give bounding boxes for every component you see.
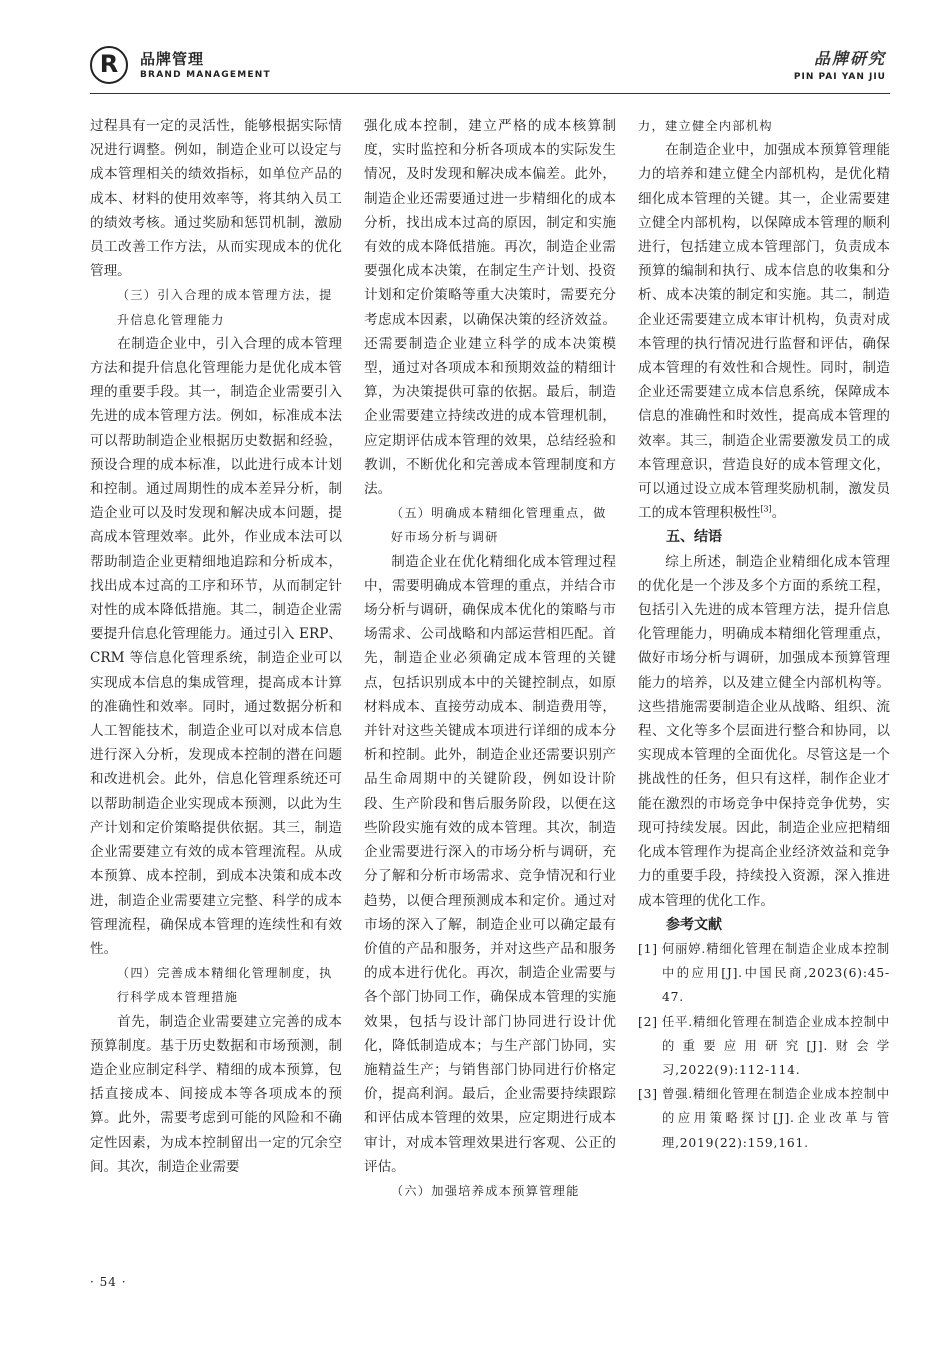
section-heading-3: （三）引入合理的成本管理方法，提升信息化管理能力: [116, 288, 333, 327]
section-heading-6-continued: 力，建立健全内部机构: [638, 119, 773, 133]
paragraph: 过程具有一定的灵活性，能够根据实际情况进行调整。例如，制造企业可以设定与成本管理相关的绩效指标，如单位产品的成本、材料的使用效率等，将其纳入员工的绩效考核。通过奖励和惩罚机制，激励员工改善工作方法，从而实现成本的优化管理。: [90, 118, 342, 280]
section-heading-5: （五）明确成本精细化管理重点，做好市场分析与调研: [390, 506, 607, 545]
column-title-en: PIN PAI YAN JIU: [793, 72, 886, 82]
reference-list: [638, 937, 890, 1155]
text-column-middle: [364, 114, 616, 1203]
registered-logo-icon: R: [90, 46, 128, 84]
journal-section-en: BRAND MANAGEMENT: [140, 70, 271, 80]
reference-item: [3] 曾强.精细化管理在制造企业成本控制中的应用策略探讨[J].企业改革与管理,2019(22):159,161.: [638, 1087, 890, 1150]
paragraph: 在制造企业中，引入合理的成本管理方法和提升信息化管理能力是优化成本管理的重要手段。其一，制造企业需要引入先进的成本管理方法。例如，标准成本法可以帮助制造企业根据历史数据和经验，预设合理的成本标准，以此进行成本计划和控制。通过周期性的成本差异分析，制造企业可以及时发现和解决成本问题，提高成本管理效率。此外，作业成本法可以帮助制造企业更精细地追踪和分析成本，找出成本过高的工序和环节，从而制定针对性的成本降低措施。其二，制造企业需要提升信息化管理能力。通过引入 ERP、CRM 等信息化管理系统，制造企业可以实现成本信息的集成管理，提高成本计算的准确性和效率。同时，通过数据分析和人工智能技术，制造企业可以对成本信息进行深入分析，发现成本控制的潜在问题和改进机会。此外，信息化管理系统还可以帮助制造企业实现成本预测，以此为生产计划和定价策略提供依据。其三，制造企业需要建立有效的成本管理流程。从成本预算、成本控制，到成本决策和成本改进，制造企业需要建立完整、科学的成本管理流程，确保成本管理的连续性和有效性。: [90, 335, 342, 957]
page-number: · 54 ·: [90, 1275, 127, 1289]
reference-item: [2] 任平.精细化管理在制造企业成本控制中的重要应用研究[J].财会学习,2022(9):112-114.: [638, 1014, 890, 1077]
reference-item: [1] 何丽婷.精细化管理在制造企业成本控制中的应用[J].中国民商,2023(6):45-47.: [638, 941, 890, 1005]
paragraph: 在制造企业中，加强成本预算管理能力的培养和建立健全内部机构，是优化精细化成本管理的关键。其一，企业需要建立健全内部机构，以保障成本管理的顺利进行，包括建立成本管理部门，负责成本预算的编制和执行、成本信息的收集和分析、成本决策的制定和实施。其二，制造企业还需要建立成本审计机构，负责对成本管理的执行情况进行监督和评估，确保成本管理的有效性和合规性。同时，制造企业还需要建立成本信息系统，保障成本信息的准确性和时效性，提高成本管理的效率。其三，制造企业需要激发员工的成本管理意识，营造良好的成本管理文化，可以通过设立成本管理奖励机制，激发员工的成本管理积极性[3]。: [638, 142, 890, 522]
conclusion-heading: 五、结语: [666, 529, 722, 546]
text-column-right: [638, 114, 890, 1155]
header-rule: [90, 93, 890, 94]
citation-marker: [3]: [760, 504, 772, 514]
section-heading-6: （六）加强培养成本预算管理能: [390, 1183, 580, 1198]
paragraph: 强化成本控制，建立严格的成本核算制度，实时监控和分析各项成本的实际发生情况，及时发现和解决成本偏差。此外，制造企业还需要通过进一步精细化的成本分析，找出成本过高的原因，制定和实施有效的成本降低措施。再次，制造企业需要强化成本决策，在制定生产计划、投资计划和定价策略等重大决策时，需要充分考虑成本因素，以确保决策的经济效益。还需要制造企业建立科学的成本决策模型，通过对各项成本和预期效益的精细计算，为决策提供可靠的依据。最后，制造企业需要建立持续改进的成本管理机制，应定期评估成本管理的效果，总结经验和教训，不断优化和完善成本管理制度和方法。: [364, 118, 616, 498]
page-header: [90, 44, 890, 92]
text-column-left: [90, 114, 342, 1179]
column-title-cn: 品牌研究: [813, 49, 886, 68]
paragraph: 综上所述，制造企业精细化成本管理的优化是一个涉及多个方面的系统工程，包括引入先进的成本管理方法，提升信息化管理能力，明确成本精细化管理重点，做好市场分析与调研，加强成本预算管理能力的培养，以及建立健全内部机构等。这些措施需要制造企业从战略、组织、流程、文化等多个层面进行整合和协同，以实现成本管理的全面优化。尽管这是一个挑战性的任务，但只有这样，制作企业才能在激烈的市场竞争中保持竞争优势，实现可持续发展。因此，制造企业应把精细化成本管理作为提高企业经济效益和竞争力的重要手段，持续投入资源，深入推进成本管理的优化工作。: [638, 553, 890, 909]
section-heading-4: （四）完善成本精细化管理制度，执行科学成本管理措施: [116, 966, 333, 1005]
journal-section-cn: 品牌管理: [140, 50, 205, 68]
references-heading: 参考文献: [666, 916, 722, 933]
paragraph: 制造企业在优化精细化成本管理过程中，需要明确成本管理的重点，并结合市场分析与调研，确保成本优化的策略与市场需求、公司战略和内部运营相匹配。首先，制造企业必须确定成本管理的关键点，包括识别成本中的关键控制点，如原材料成本、直接劳动成本、制造费用等，并针对这些关键成本项进行详细的成本分析和控制。此外，制造企业还需要识别产品生命周期中的关键阶段，例如设计阶段、生产阶段和售后服务阶段，以便在这些阶段实施有效的成本管理。其次，制造企业需要进行深入的市场分析与调研，充分了解和分析市场需求、竞争情况和行业趋势，以便合理预测成本和定价。通过对市场的深入了解，制造企业可以确定最有价值的产品和服务，并对这些产品和服务的成本进行优化。再次，制造企业需要与各个部门协同工作，确保成本管理的实施效果，包括与设计部门协同进行设计优化，降低制造成本；与生产部门协同，实施精益生产；与销售部门协同进行价格定价，提高利润。最后，企业需要持续跟踪和评估成本管理的效果，应定期进行成本审计，对成本管理效果进行客观、公正的评估。: [364, 553, 616, 1175]
paragraph: 首先，制造企业需要建立完善的成本预算制度。基于历史数据和市场预测，制造企业应制定科学、精细的成本预算，包括直接成本、间接成本等各项成本的预算。此外，需要考虑到可能的风险和不确定性因素，为成本控制留出一定的冗余空间。其次，制造企业需要: [90, 1013, 342, 1175]
